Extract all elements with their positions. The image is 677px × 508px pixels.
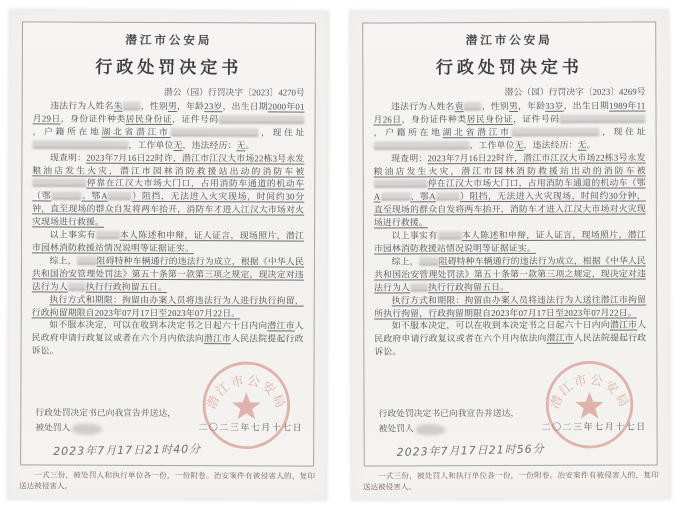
form-text: 以上事实有 [49,229,96,240]
filled-field-text: 2000年01月29日 [32,101,305,124]
paragraph [373,100,645,153]
form-text: ，性别 [481,101,509,112]
paragraph [374,319,646,359]
filled-field-text: 朱 [113,100,123,111]
redaction-blob [437,231,461,239]
redaction-blob [218,115,304,123]
form-text: ，年龄 [176,101,204,112]
form-text: ，户籍所在地 [32,126,102,137]
filled-field-text: ）阻挡，无法进入火灾现场，时间约30分钟，直至现场的群众自发将两车抬开，消防车才进入江汉大市场对火灾现场进行救援。 [31,191,304,227]
filled-field-text: 湖北省潜江市 [101,126,171,137]
paragraph [32,228,304,255]
redaction-blob [51,192,81,200]
delivery-text: 行政处罚决定书已向我宣告并送达， [378,408,519,419]
doc-number: 潜公（园）行罚决字〔2023〕4269号 [504,86,645,98]
signature-redaction [72,423,102,434]
filled-field-text: 1989年11月26日 [373,100,645,125]
redaction-blob [435,193,459,201]
form-text: ，工作单位 [127,139,174,150]
paragraph [31,293,303,320]
issue-date: 二〇二三年七月十七日 [541,421,647,433]
filled-field-text: ）阻挡，无法进入火灾现场，时间约30分钟，直至现场的群众自发将两车抬开，消防车才进入江汉大市场对火灾现场进行救援。 [373,190,646,228]
filled-field-text: 潜江市 [546,333,574,344]
form-text: ，工作单位 [469,139,515,150]
form-border-left [20,21,316,466]
form-text: ，违法经历： [181,139,236,151]
paragraph [32,99,304,152]
form-text: 人民法院提起行政诉讼。 [31,333,304,356]
form-text: ，出生日期 [563,100,609,111]
signature-area [374,362,646,467]
delivery-notice [378,406,519,436]
redaction-blob [511,127,599,135]
form-text: ，户籍所在地 [373,127,443,138]
seal-text: 潜江市公安局 [546,371,633,411]
delivery-text: 行政处罚决定书已向我宣告并送达， [34,407,176,419]
form-text: 违法行为人姓名 [390,101,455,112]
official-seal-icon [199,358,293,452]
redaction-blob [373,180,427,188]
filled-field-text: 本人陈述和申辩，证人证言，现场照片，潜江市园林消防救援站情况说明等证据证实。 [31,229,304,254]
paragraph [374,293,646,320]
redaction-blob [122,102,140,110]
filled-field-text: 无 [577,139,587,150]
filled-field-text: 阻碍特种车辆通行的违法行为成立，根据《中华人民共和国治安管理处罚法》第五十条第一款第三项之规定，现决定对违法行为人 [373,255,646,293]
filled-field-text: 居民身份证 [125,113,172,124]
filled-field-text: 2023年7月16日22时许，潜江市江汉大市场22栋3号永发粮油店发生火灾，潜江市园林消防救援站出动的消防车被 [31,152,304,177]
form-text: ，身份证件种类 [60,113,126,124]
filled-field-text: 执行方式和期限：拘留由办案人员将违法行为人送往潜江市拘留所执行拘留，行政拘留期限自2023年07月17日至2023年07月22日。 [373,294,646,318]
redaction-blob [32,140,128,148]
form-text: 现查明： [390,152,427,164]
form-text: 现查明： [49,152,86,163]
doc-title: 行政处罚决定书 [94,57,242,78]
signature-redaction [415,424,445,435]
filled-field-text: 无 [514,139,524,150]
filled-field-text: 、鄂A [409,191,436,202]
star-icon [575,392,604,419]
form-text: ，出生日期 [222,101,268,112]
filled-field-text: 33岁 [544,100,564,111]
filled-field-text: 袁 [454,101,464,112]
form-text: 。 [244,140,254,151]
form-text: ，违法经历： [523,139,578,150]
filled-field-text: 2023年7月16日22时许，潜江市江汉大市场22栋3号永发粮油店发生火灾，潜江市园林消防救援站出动的消防车被 [373,152,646,177]
form-text: 以上事实有 [391,230,438,241]
document-body [31,99,304,358]
redaction-blob [67,282,85,290]
doc-number: 潜公（园）行罚决字〔2023〕4270号 [163,86,305,98]
handwritten-datetime: 2023年7月17日21时56分 [396,442,545,460]
form-text: 。 [586,139,596,150]
paragraph [373,229,645,256]
seal-text: 潜江市公安局 [202,372,289,412]
form-text: ，证件号码 [512,113,560,124]
footer-note: 一式三份，被处罚人和执行单位各一份，一份附卷。治安案件有被侵害人的，复印送达被侵害人。 [362,470,659,492]
penalized-person-label: 被处罚人 [378,423,414,434]
redaction-blob [559,114,645,122]
filled-field-text: 23岁 [203,101,223,112]
filled-field-text: 男 [508,100,518,112]
filled-field-text: 停在江汉大市场大门口，占用消防车通道的机动车（鄂A [373,177,646,202]
penalized-person-label: 被处罚人 [34,422,70,433]
redaction-blob [107,192,131,200]
filled-field-text: 停靠在江汉大市场大门口，占用消防车通道的机动车（鄂 [31,178,304,201]
filled-field-text: 、鄂A [80,190,108,202]
form-text: 如不服本决定，可以在收到本决定书之日起六十日内向 [48,319,267,331]
form-text: 如不服本决定，可以在收到本决定书之日起六十日内向 [391,320,610,331]
form-text: 人民政府申请行政复议或者在六个月内依法向 [373,319,646,344]
paragraph [32,151,304,230]
paragraph [31,319,303,359]
star-icon [231,392,260,419]
redaction-blob [170,128,258,136]
form-text: ，现住址 [599,126,646,137]
filled-field-text: 执行行政拘留五日。 [427,281,509,292]
form-text: ，身份证件种类 [401,114,467,125]
doc-title: 行政处罚决定书 [435,57,583,78]
form-border-right [362,21,658,466]
delivery-notice [35,406,176,437]
redaction-blob [76,256,96,264]
footer-note: 一式三份，被处罚人和执行单位各一份，一份附卷。治安案件有被侵害人的，复印送达被侵害人。 [18,470,315,491]
filled-field-text: 本人陈述和申辩，证人证言，现场照片，潜江市园林消防救援站情况说明等证据证实。 [373,229,646,254]
filled-field-text: 无 [172,139,183,150]
form-text: ，年龄 [517,100,545,111]
filled-field-text: 阻碍特种车辆通行的违法行为成立，根据《中华人民共和国治安管理处罚法》第五十条第一款第三项之规定，现决定对违法行为人 [31,255,304,292]
form-text: 综上， [391,256,419,267]
document-page-left [6,9,328,500]
issue-date: 二〇二三年七月十七日 [197,422,303,433]
form-text: ，证件号码 [171,113,219,125]
document-body [373,100,646,359]
filled-field-text: 居民身份证 [466,113,513,125]
filled-field-text: 潜江市 [609,319,637,331]
signature-area [31,362,303,467]
filled-field-text: 执行方式和期限：拘留由办案人员将违法行为人进行执行拘留，行政拘留期限自2023年07月17日至2023年07月22日。 [31,294,304,318]
filled-field-text: 男 [167,100,177,112]
filled-field-text: 执行行政拘留五日。 [85,281,167,292]
redaction-blob [373,141,469,149]
redaction-blob [463,102,481,110]
paragraph [31,254,303,294]
form-text: ，现住址 [258,127,305,138]
filled-field-text: 潜江市 [266,320,295,331]
filled-field-text: 潜江市 [203,333,231,344]
filled-field-text: 无 [235,140,245,151]
form-text: 人民法院提起行政诉讼。 [373,332,646,357]
redaction-blob [32,179,86,187]
handwritten-datetime: 2023年7月17日21时40分 [52,442,201,459]
official-seal-icon [542,358,636,452]
filled-field-text: 湖北省潜江市 [442,126,512,138]
form-text: 违法行为人姓名 [49,100,114,111]
form-text: 人民政府申请行政复议或者在六个月内依法向 [31,320,304,344]
redaction-blob [95,231,119,239]
paragraph [373,151,645,229]
redaction-blob [418,257,438,265]
document-page-right [349,9,671,500]
redaction-blob [380,193,410,201]
agency-name: 潜江市公安局 [465,34,553,48]
agency-name: 潜江市公安局 [124,34,212,48]
paragraph [374,254,646,294]
form-text: 综上， [49,255,77,266]
form-text: ，性别 [140,100,168,111]
redaction-blob [410,283,428,291]
